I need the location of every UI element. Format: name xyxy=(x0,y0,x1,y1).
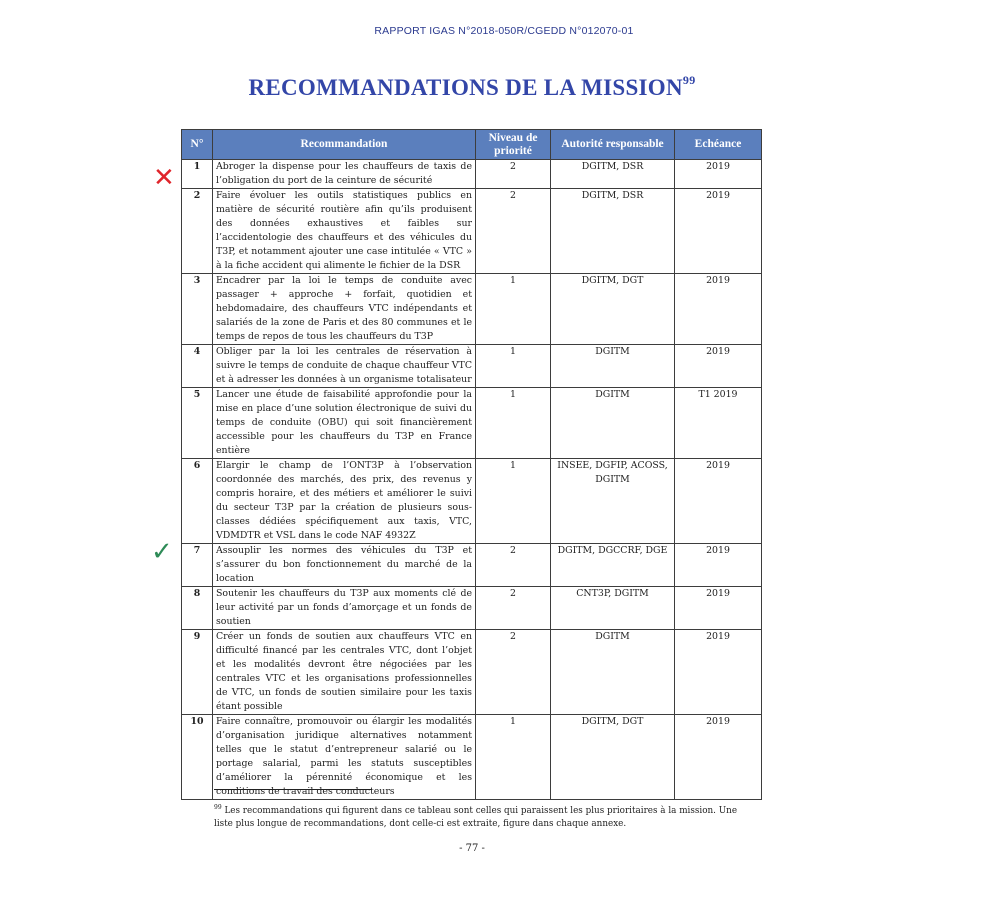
footnote-text: Les recommandations qui figurent dans ce tableau sont celles qui paraissent les plus prioritaires à la mission. Une liste plus longue de recommandations, dont celle-ci est extraite, figure dans chaque annexe. xyxy=(214,805,738,829)
table-row xyxy=(182,160,762,189)
row-deadline: 2019 xyxy=(675,715,762,800)
recommendations-table xyxy=(181,129,762,800)
row-number: 8 xyxy=(182,587,213,630)
table-row xyxy=(182,587,762,630)
cross-mark-icon: ✕ xyxy=(153,163,175,193)
table-header-row xyxy=(182,130,762,160)
row-number: 9 xyxy=(182,630,213,715)
row-priority: 1 xyxy=(476,459,551,544)
row-number: 3 xyxy=(182,274,213,345)
row-number: 2 xyxy=(182,189,213,274)
row-recommendation: Créer un fonds de soutien aux chauffeurs VTC en difficulté financé par les centrales VTC, dont l’objet et les modalités devront être négociées par les centrales VTC et les organisations professionnelles de VTC, un fonds de soutien similaire pour les taxis étant possible xyxy=(213,630,476,715)
row-authority: DGITM, DSR xyxy=(551,160,675,189)
row-deadline: 2019 xyxy=(675,274,762,345)
header-deadline: Echéance xyxy=(675,130,762,160)
row-authority: DGITM xyxy=(551,388,675,459)
page-number: - 77 - xyxy=(459,843,485,854)
row-deadline: 2019 xyxy=(675,160,762,189)
row-deadline: 2019 xyxy=(675,544,762,587)
row-priority: 2 xyxy=(476,587,551,630)
header-priority: Niveau de priorité xyxy=(476,130,551,160)
row-deadline: 2019 xyxy=(675,345,762,388)
row-priority: 2 xyxy=(476,189,551,274)
header-authority: Autorité responsable xyxy=(551,130,675,160)
row-deadline: 2019 xyxy=(675,459,762,544)
row-authority: DGITM xyxy=(551,630,675,715)
row-recommendation: Assouplir les normes des véhicules du T3P et s’assurer du bon fonctionnement du marché de la location xyxy=(213,544,476,587)
row-authority: INSEE, DGFIP, ACOSS, DGITM xyxy=(551,459,675,544)
row-priority: 2 xyxy=(476,544,551,587)
table-row xyxy=(182,459,762,544)
row-number: 1 xyxy=(182,160,213,189)
footnote-number: 99 xyxy=(214,804,222,811)
table-row xyxy=(182,189,762,274)
report-reference: RAPPORT IGAS N°2018-050R/CGEDD N°012070-01 xyxy=(374,25,634,37)
row-recommendation: Lancer une étude de faisabilité approfondie pour la mise en place d’une solution électronique de suivi du temps de conduite (OBU) qui soit financièrement accessible pour les chauffeurs du T3P en France entière xyxy=(213,388,476,459)
row-priority: 1 xyxy=(476,715,551,800)
row-deadline: 2019 xyxy=(675,189,762,274)
row-priority: 2 xyxy=(476,630,551,715)
footnote-divider xyxy=(214,789,372,790)
title-text: RECOMMANDATIONS DE LA MISSION xyxy=(248,75,683,100)
row-authority: DGITM, DSR xyxy=(551,189,675,274)
row-number: 5 xyxy=(182,388,213,459)
row-authority: DGITM, DGCCRF, DGE xyxy=(551,544,675,587)
title-footnote-ref: 99 xyxy=(682,73,696,87)
table-row xyxy=(182,715,762,800)
row-authority: DGITM, DGT xyxy=(551,274,675,345)
row-priority: 2 xyxy=(476,160,551,189)
table-row xyxy=(182,388,762,459)
row-number: 4 xyxy=(182,345,213,388)
row-number: 7 xyxy=(182,544,213,587)
footnote xyxy=(214,801,754,831)
row-number: 10 xyxy=(182,715,213,800)
row-number: 6 xyxy=(182,459,213,544)
row-priority: 1 xyxy=(476,274,551,345)
row-deadline: 2019 xyxy=(675,630,762,715)
row-recommendation: Soutenir les chauffeurs du T3P aux moments clé de leur activité par un fonds d’amorçage et un fonds de soutien xyxy=(213,587,476,630)
table-row xyxy=(182,274,762,345)
row-recommendation: Elargir le champ de l’ONT3P à l’observation coordonnée des marchés, des prix, des revenus y compris horaire, et des métiers et améliorer le suivi du secteur T3P par la création de plusieurs sous-classes dédiées spécifiquement aux taxis, VTC, VDMDTR et VSL dans le code NAF 4932Z xyxy=(213,459,476,544)
header-number: N° xyxy=(182,130,213,160)
table-row xyxy=(182,345,762,388)
row-priority: 1 xyxy=(476,345,551,388)
row-recommendation: Abroger la dispense pour les chauffeurs de taxis de l’obligation du port de la ceinture de sécurité xyxy=(213,160,476,189)
row-authority: DGITM xyxy=(551,345,675,388)
row-recommendation: Faire connaître, promouvoir ou élargir les modalités d’organisation juridique alternatives notamment telles que le statut d’entrepreneur salarié ou le portage salarial, parmi les statuts susceptibles d’améliorer la pérennité économique et les conditions de travail des conducteurs xyxy=(213,715,476,800)
row-authority: DGITM, DGT xyxy=(551,715,675,800)
header-recommendation: Recommandation xyxy=(213,130,476,160)
row-recommendation: Obliger par la loi les centrales de réservation à suivre le temps de conduite de chaque chauffeur VTC et à adresser les données à un organisme totalisateur xyxy=(213,345,476,388)
table-row xyxy=(182,544,762,587)
row-recommendation: Encadrer par la loi le temps de conduite avec passager + approche + forfait, quotidien et hebdomadaire, des chauffeurs VTC indépendants et salariés de la zone de Paris et des 80 communes et le temps de repos de tous les chauffeurs du T3P xyxy=(213,274,476,345)
row-deadline: T1 2019 xyxy=(675,388,762,459)
table-row xyxy=(182,630,762,715)
page-title xyxy=(0,73,944,101)
row-priority: 1 xyxy=(476,388,551,459)
row-deadline: 2019 xyxy=(675,587,762,630)
row-recommendation: Faire évoluer les outils statistiques publics en matière de sécurité routière afin qu’ils produisent des données exhaustives et faibles sur l’accidentologie des chauffeurs et des véhicules du T3P, et notamment ajouter une case intitulée « VTC » à la fiche accident qui alimente le fichier de la DSR xyxy=(213,189,476,274)
row-authority: CNT3P, DGITM xyxy=(551,587,675,630)
check-mark-icon: ✓ xyxy=(151,537,173,567)
